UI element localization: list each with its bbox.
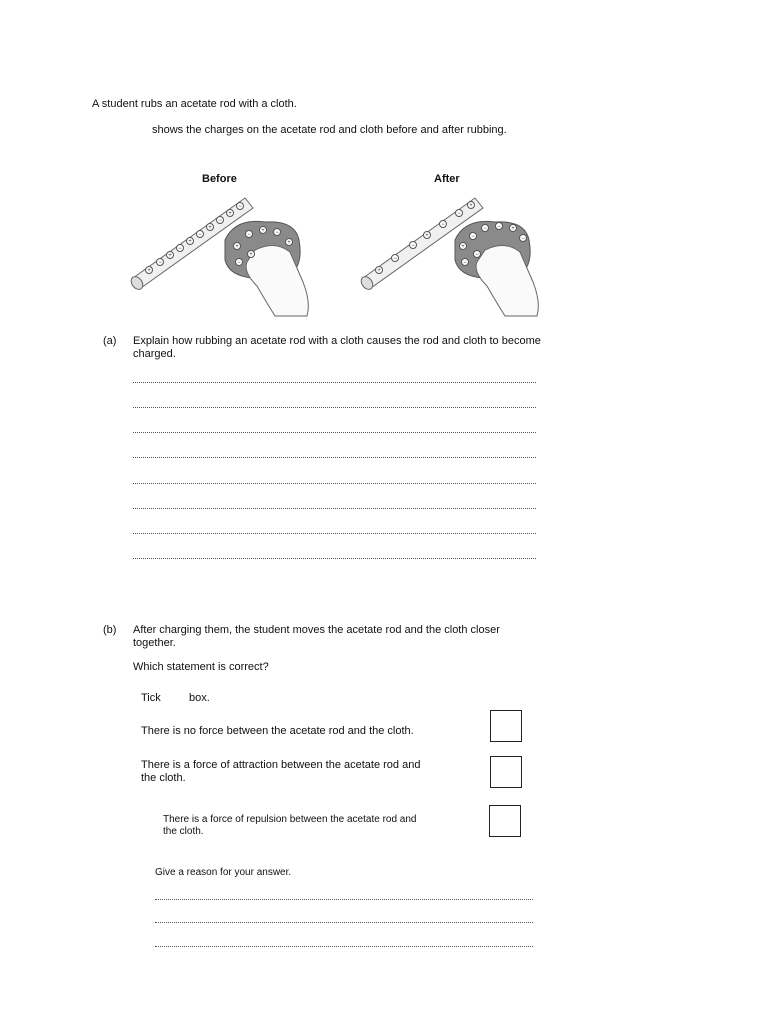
svg-text:+: + (188, 239, 192, 245)
svg-text:−: − (218, 218, 222, 224)
before-label: Before (202, 173, 237, 185)
svg-text:+: + (469, 203, 473, 209)
answer-line[interactable] (133, 508, 536, 509)
svg-text:−: − (483, 226, 487, 232)
tick-instruction-word: box. (189, 692, 210, 704)
tick-instruction-word: Tick (141, 692, 161, 704)
answer-line[interactable] (133, 533, 536, 534)
svg-text:−: − (198, 232, 202, 238)
part-b-question: After charging them, the student moves the acetate rod and the cloth closer (133, 624, 500, 636)
option-attraction: There is a force of attraction between the acetate rod and (141, 759, 421, 771)
before-illustration (125, 190, 315, 320)
answer-line[interactable] (133, 457, 536, 458)
option-repulsion-cont: the cloth. (163, 826, 204, 837)
svg-text:−: − (475, 252, 479, 258)
tick-box-attraction[interactable] (490, 756, 522, 788)
svg-text:+: + (249, 252, 253, 258)
svg-text:−: − (237, 260, 241, 266)
after-illustration (355, 190, 545, 320)
part-b-question-cont: together. (133, 637, 176, 649)
answer-line[interactable] (133, 483, 536, 484)
which-statement: Which statement is correct? (133, 661, 269, 673)
answer-line[interactable] (155, 946, 533, 947)
figure-description: shows the charges on the acetate rod and cloth before and after rubbing. (152, 124, 507, 136)
part-b-number: (b) (103, 624, 117, 636)
svg-text:−: − (457, 211, 461, 217)
svg-text:−: − (158, 260, 162, 266)
answer-line[interactable] (133, 407, 536, 408)
svg-text:+: + (208, 225, 212, 231)
svg-text:+: + (425, 233, 429, 239)
intro-line: A student rubs an acetate rod with a cloth. (92, 98, 297, 110)
svg-text:+: + (168, 253, 172, 259)
svg-text:−: − (238, 204, 242, 210)
part-a-number: (a) (103, 335, 117, 347)
svg-text:+: + (261, 228, 265, 234)
svg-text:−: − (471, 234, 475, 240)
svg-text:+: + (228, 211, 232, 217)
svg-text:−: − (497, 224, 501, 230)
svg-text:−: − (463, 260, 467, 266)
part-a-question: Explain how rubbing an acetate rod with a cloth causes the rod and cloth to become (133, 335, 541, 347)
option-attraction-cont: the cloth. (141, 772, 186, 784)
answer-line[interactable] (155, 899, 533, 900)
option-no-force: There is no force between the acetate rod and the cloth. (141, 725, 414, 737)
tick-box-repulsion[interactable] (489, 805, 521, 837)
svg-text:+: + (377, 268, 381, 274)
answer-line[interactable] (133, 382, 536, 383)
svg-text:−: − (411, 243, 415, 249)
svg-text:−: − (393, 256, 397, 262)
answer-line[interactable] (133, 558, 536, 559)
svg-text:+: + (287, 240, 291, 246)
svg-text:−: − (441, 222, 445, 228)
reason-prompt: Give a reason for your answer. (155, 867, 292, 878)
svg-text:+: + (147, 268, 151, 274)
part-a-question-cont: charged. (133, 348, 176, 360)
svg-text:−: − (178, 246, 182, 252)
svg-text:−: − (521, 236, 525, 242)
answer-line[interactable] (155, 922, 533, 923)
svg-text:−: − (247, 232, 251, 238)
svg-text:+: + (511, 226, 515, 232)
svg-text:+: + (461, 244, 465, 250)
svg-text:−: − (275, 230, 279, 236)
answer-line[interactable] (133, 432, 536, 433)
option-repulsion: There is a force of repulsion between the acetate rod and (163, 814, 417, 825)
after-label: After (434, 173, 460, 185)
svg-text:+: + (235, 244, 239, 250)
tick-box-no-force[interactable] (490, 710, 522, 742)
